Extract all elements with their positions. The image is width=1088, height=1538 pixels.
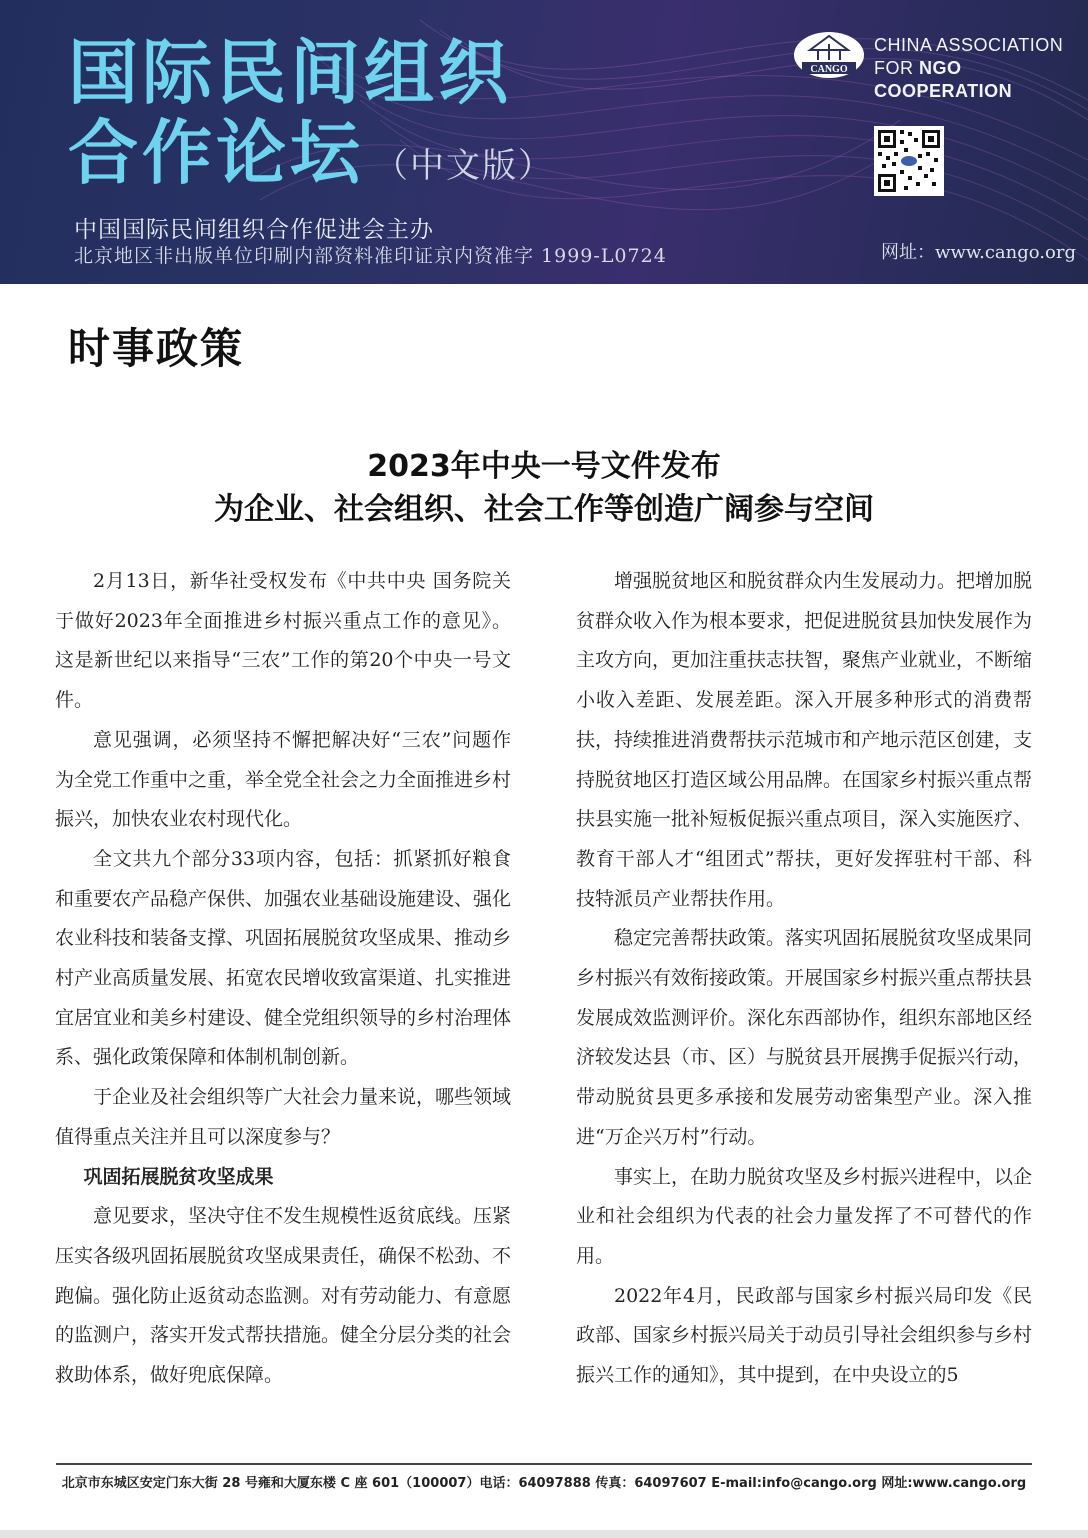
org-en-line2 (874, 57, 1088, 103)
logo-text: CANGO (810, 64, 848, 75)
bottom-strip (0, 1530, 1088, 1538)
edition-label: （中文版） (374, 146, 554, 186)
paragraph: 全文共九个部分33项内容，包括：抓紧抓好粮食和重要农产品稳产保供、加强农业基础设施建设、强化农业科技和装备支撑、巩固拓展脱贫攻坚成果、推动乡村产业高质量发展、拓宽农民增收致富渠道、扎实推进宜居宜业和美乡村建设、健全党组织领导的乡村治理体系、强化政策保障和体制机制创新。 (55, 847, 512, 1069)
article-headline-1: 2023年中央一号文件发布 (367, 449, 721, 484)
website-url: 网址：www.cango.org (881, 242, 1076, 263)
paragraph: 于企业及社会组织等广大社会力量来说，哪些领域值得重点关注并且可以深度参与？ (55, 1086, 512, 1148)
left-column (55, 562, 511, 1396)
paragraph: 稳定完善帮扶政策。落实巩固拓展脱贫攻坚成果同乡村振兴有效衔接政策。开展国家乡村振兴重点帮扶县发展成效监测评价。深化东西部协作，组织东部地区经济较发达县（市、区）与脱贫县开展携手促振兴行动，带动脱贫县更多承接和发展劳动密集型产业。深入推进“万企兴万村”行动。 (576, 927, 1033, 1148)
footer-contact: 北京市东城区安定门东大街 28 号雍和大厦东楼 C 座 601（100007）电话：64097888 传真：64097607 E-mail:info@cango.org 网址:www.cango.org (61, 1476, 1027, 1491)
paragraph: 增强脱贫地区和脱贫群众内生发展动力。把增加脱贫群众收入作为根本要求，把促进脱贫县加快发展作为主攻方向，更加注重扶志扶智，聚焦产业就业，不断缩小收入差距、发展差距。深入开展多种形式的消费帮扶，持续推进消费帮扶示范城市和产地示范区创建，支持脱贫地区打造区域公用品牌。在国家乡村振兴重点帮扶县实施一批补短板促振兴重点项目，深入实施医疗、教育干部人才“组团式”帮扶，更好发挥驻村干部、科技特派员产业帮扶作用。 (576, 570, 1033, 910)
footer-divider (56, 1463, 1032, 1465)
paragraph: 2月13日，新华社受权发布《中共中央 国务院关于做好2023年全面推进乡村振兴重点工作的意见》。这是新世纪以来指导“三农”工作的第20个中央一号文件。 (55, 570, 511, 712)
org-en-line2-prefix: FOR (874, 58, 919, 78)
paragraph: 意见强调，必须坚持不懈把解决好“三农”问题作为全党工作重中之重，举全党全社会之力全面推进乡村振兴，加快农业农村现代化。 (55, 728, 512, 831)
paragraph: 2022年4月，民政部与国家乡村振兴局印发《民政部、国家乡村振兴局关于动员引导社会组织参与乡村振兴工作的通知》，其中提到，在中央设立的5 (576, 1284, 1033, 1387)
qr-code-icon[interactable] (874, 126, 944, 196)
right-column (576, 562, 1032, 1396)
paragraph: 意见要求，坚决守住不发生规模性返贫底线。压紧压实各级巩固拓展脱贫攻坚成果责任，确保不松劲、不跑偏。强化防止返贫动态监测。对有劳动能力、有意愿的监测户，落实开发式帮扶措施。健全分层分类的社会救助体系，做好兜底保障。 (55, 1205, 512, 1387)
sponsor-line: 中国国际民间组织合作促进会主办 (74, 217, 434, 243)
org-english-name (874, 34, 1088, 103)
cango-logo-icon[interactable] (792, 30, 866, 80)
section-title: 时事政策 (68, 324, 245, 373)
org-en-line2-bold: NGO COOPERATION (874, 58, 1013, 101)
publication-title-text: 合作论坛 (68, 112, 364, 194)
publication-title-line2 (68, 112, 554, 194)
org-en-line1: CHINA ASSOCIATION (874, 35, 1064, 55)
article-headline-2: 为企业、社会组织、社会工作等创造广阔参与空间 (214, 492, 874, 527)
license-line: 北京地区非出版单位印刷内部资料准印证京内资准字 1999-L0724 (74, 245, 667, 267)
masthead-banner (0, 0, 1088, 284)
paragraph: 事实上，在助力脱贫攻坚及乡村振兴进程中，以企业和社会组织为代表的社会力量发挥了不可替代的作用。 (576, 1165, 1033, 1267)
subheading: 巩固拓展脱贫攻坚成果 (83, 1165, 274, 1188)
publication-title-line1: 国际民间组织 (68, 32, 512, 114)
